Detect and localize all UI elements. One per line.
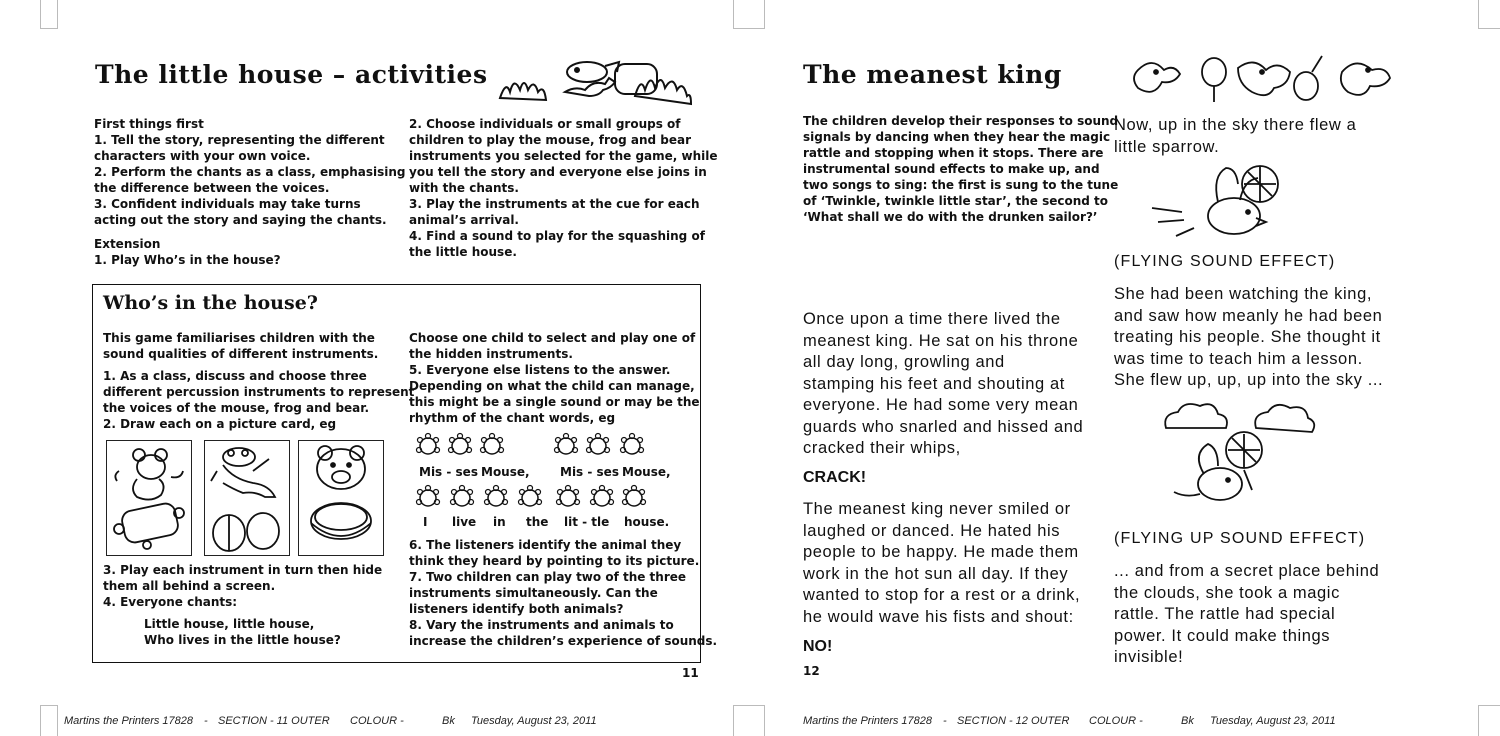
sound-effect-1: (FLYING SOUND EFFECT) — [1114, 253, 1336, 270]
box-title: Who’s in the house? — [103, 292, 318, 314]
page-number-right: 12 — [803, 664, 820, 678]
picture-card-bear — [298, 440, 384, 556]
secret-place-paragraph: ... and from a secret place behind the clouds, she took a magic rattle. The rattle had special power. It could make things invisible! — [1114, 562, 1380, 666]
rhythm-word: live — [452, 515, 477, 529]
footer-bk: Bk — [442, 715, 455, 727]
footer-printer: Martins the Printers 17828 — [64, 715, 194, 727]
meanest-king-intro: The children develop their responses to sound signals by dancing when they hear the magic rattle and stopping when it stops. There are instrumental sound effects to make up, and two songs to sing: the first is sung to the tune of ‘Twinkle, twinkle little star’, the second to ‘What shall we do with the drunken sailor?’ — [803, 114, 1119, 224]
activities-column-2: 2. Choose individuals or small groups of children to play the mouse, frog and bear instruments you selected for the game, while you tell the story and everyone else joins in with the chants. 3. Play the instruments at the cue for each animal’s arrival. 4. Find a sound to play for the squashing of the little house. — [409, 117, 718, 259]
crop-mark — [1478, 705, 1500, 736]
rhythm-word: I — [423, 515, 428, 529]
footer-section: SECTION - 11 OUTER — [218, 715, 330, 727]
picture-card-mouse — [106, 440, 192, 556]
sparrow-with-rattle-illustration — [1148, 162, 1288, 250]
rhythm-word: Mouse, — [622, 465, 671, 479]
story-paragraph-2: The meanest king never smiled or laughed or danced. He hated his people to be happy. He made them work in the hot sun all day. If they wanted to stop for a rest or a drink, he would wave his fists and shout: — [803, 500, 1081, 626]
footer-date: Tuesday, August 23, 2011 — [471, 715, 597, 727]
footer-dash: - — [943, 715, 947, 727]
sound-effect-2: (FLYING UP SOUND EFFECT) — [1114, 530, 1366, 547]
crop-mark — [733, 705, 765, 736]
mouse-and-instrument-icon — [107, 441, 191, 555]
footer-colour: COLOUR - — [1089, 715, 1143, 727]
box-chant: Little house, little house, Who lives in the little house? — [144, 617, 341, 647]
rhythm-word: Mouse, — [481, 465, 530, 479]
story-paragraph-1: Once upon a time there lived the meanest king. He sat on his throne all day long, growling and stamping his feet and shouting at everyone. He had some very mean guards who snarled and hissed and cracked their whips, — [803, 310, 1084, 457]
crop-mark — [40, 705, 58, 736]
rhythm-symbol — [417, 434, 440, 455]
crack-shout: CRACK! — [803, 469, 867, 486]
rhythm-symbol — [519, 486, 542, 507]
box-intro: This game familiarises children with the sound qualities of different instruments. — [103, 331, 379, 361]
footer-printer: Martins the Printers 17828 — [803, 715, 933, 727]
rhythm-word: in — [493, 515, 506, 529]
footer-bk: Bk — [1181, 715, 1194, 727]
box-steps-1-2: 1. As a class, discuss and choose three different percussion instruments to represent the voices of the mouse, frog and bear. 2. Draw each on a picture card, eg — [103, 369, 415, 431]
birds-rattles-illustration — [1130, 54, 1402, 106]
watching-paragraph: She had been watching the king, and saw how meanly he had been treating his people. She thought it was time to teach him a lesson. She flew up, up, up into the sky ... — [1114, 285, 1384, 389]
rhythm-symbol — [621, 434, 644, 455]
rhythm-word: Mis - ses — [560, 465, 619, 479]
sparrow-text: Now, up in the sky there flew a little sparrow. — [1114, 116, 1357, 156]
rhythm-symbol — [555, 434, 578, 455]
no-shout: NO! — [803, 638, 833, 655]
footer-dash: - — [204, 715, 208, 727]
crop-mark — [40, 0, 58, 29]
page-title-right: The meanest king — [803, 60, 1062, 89]
picture-card-frog — [204, 440, 290, 556]
rhythm-symbol — [417, 486, 440, 507]
clouds-and-sparrow-illustration — [1160, 398, 1320, 522]
footer-colour: COLOUR - — [350, 715, 404, 727]
rhythm-symbol — [591, 486, 614, 507]
box-right-column-a: Choose one child to select and play one of the hidden instruments. 5. Everyone else listens to the answer. Depending on what the child can manage, this might be a single sound or may be the rhythm of the chant words, eg — [409, 331, 700, 425]
footer-date: Tuesday, August 23, 2011 — [1210, 715, 1336, 727]
box-right-column-b: 6. The listeners identify the animal they think they heard by pointing to its picture. 7. Two children can play two of the three instruments simultaneously. Can the listeners identify both animals? 8. Vary the instruments and animals to increase the children’s experience of sounds. — [409, 538, 718, 648]
mouse-grass-illustration — [495, 58, 707, 106]
rhythm-symbol — [587, 434, 610, 455]
box-steps-3-4: 3. Play each instrument in turn then hide them all behind a screen. 4. Everyone chants: — [103, 563, 383, 609]
page-number-left: 11 — [682, 666, 699, 680]
rhythm-symbol — [557, 486, 580, 507]
crop-mark — [733, 0, 765, 29]
frog-and-instrument-icon — [205, 441, 289, 555]
footer-section: SECTION - 12 OUTER — [957, 715, 1070, 727]
rhythm-word: Mis - ses — [419, 465, 478, 479]
rhythm-word: the — [526, 515, 549, 529]
extension: Extension 1. Play Who’s in the house? — [94, 237, 281, 267]
page-title-left: The little house – activities — [95, 60, 488, 89]
crop-mark — [1478, 0, 1500, 29]
rhythm-symbol — [481, 434, 504, 455]
rhythm-symbol — [623, 486, 646, 507]
rhythm-symbol — [485, 486, 508, 507]
first-things-first: First things first 1. Tell the story, representing the different characters with your own voice. 2. Perform the chants as a class, emphasising the difference between the voices. 3. Confident individuals may take turns acting out the story and saying the chants. — [94, 117, 406, 227]
bear-and-drum-icon — [299, 441, 383, 555]
rhythm-word: lit - tle — [564, 515, 610, 529]
rhythm-symbol — [451, 486, 474, 507]
rhythm-word: house. — [624, 515, 670, 529]
rhythm-symbol — [449, 434, 472, 455]
